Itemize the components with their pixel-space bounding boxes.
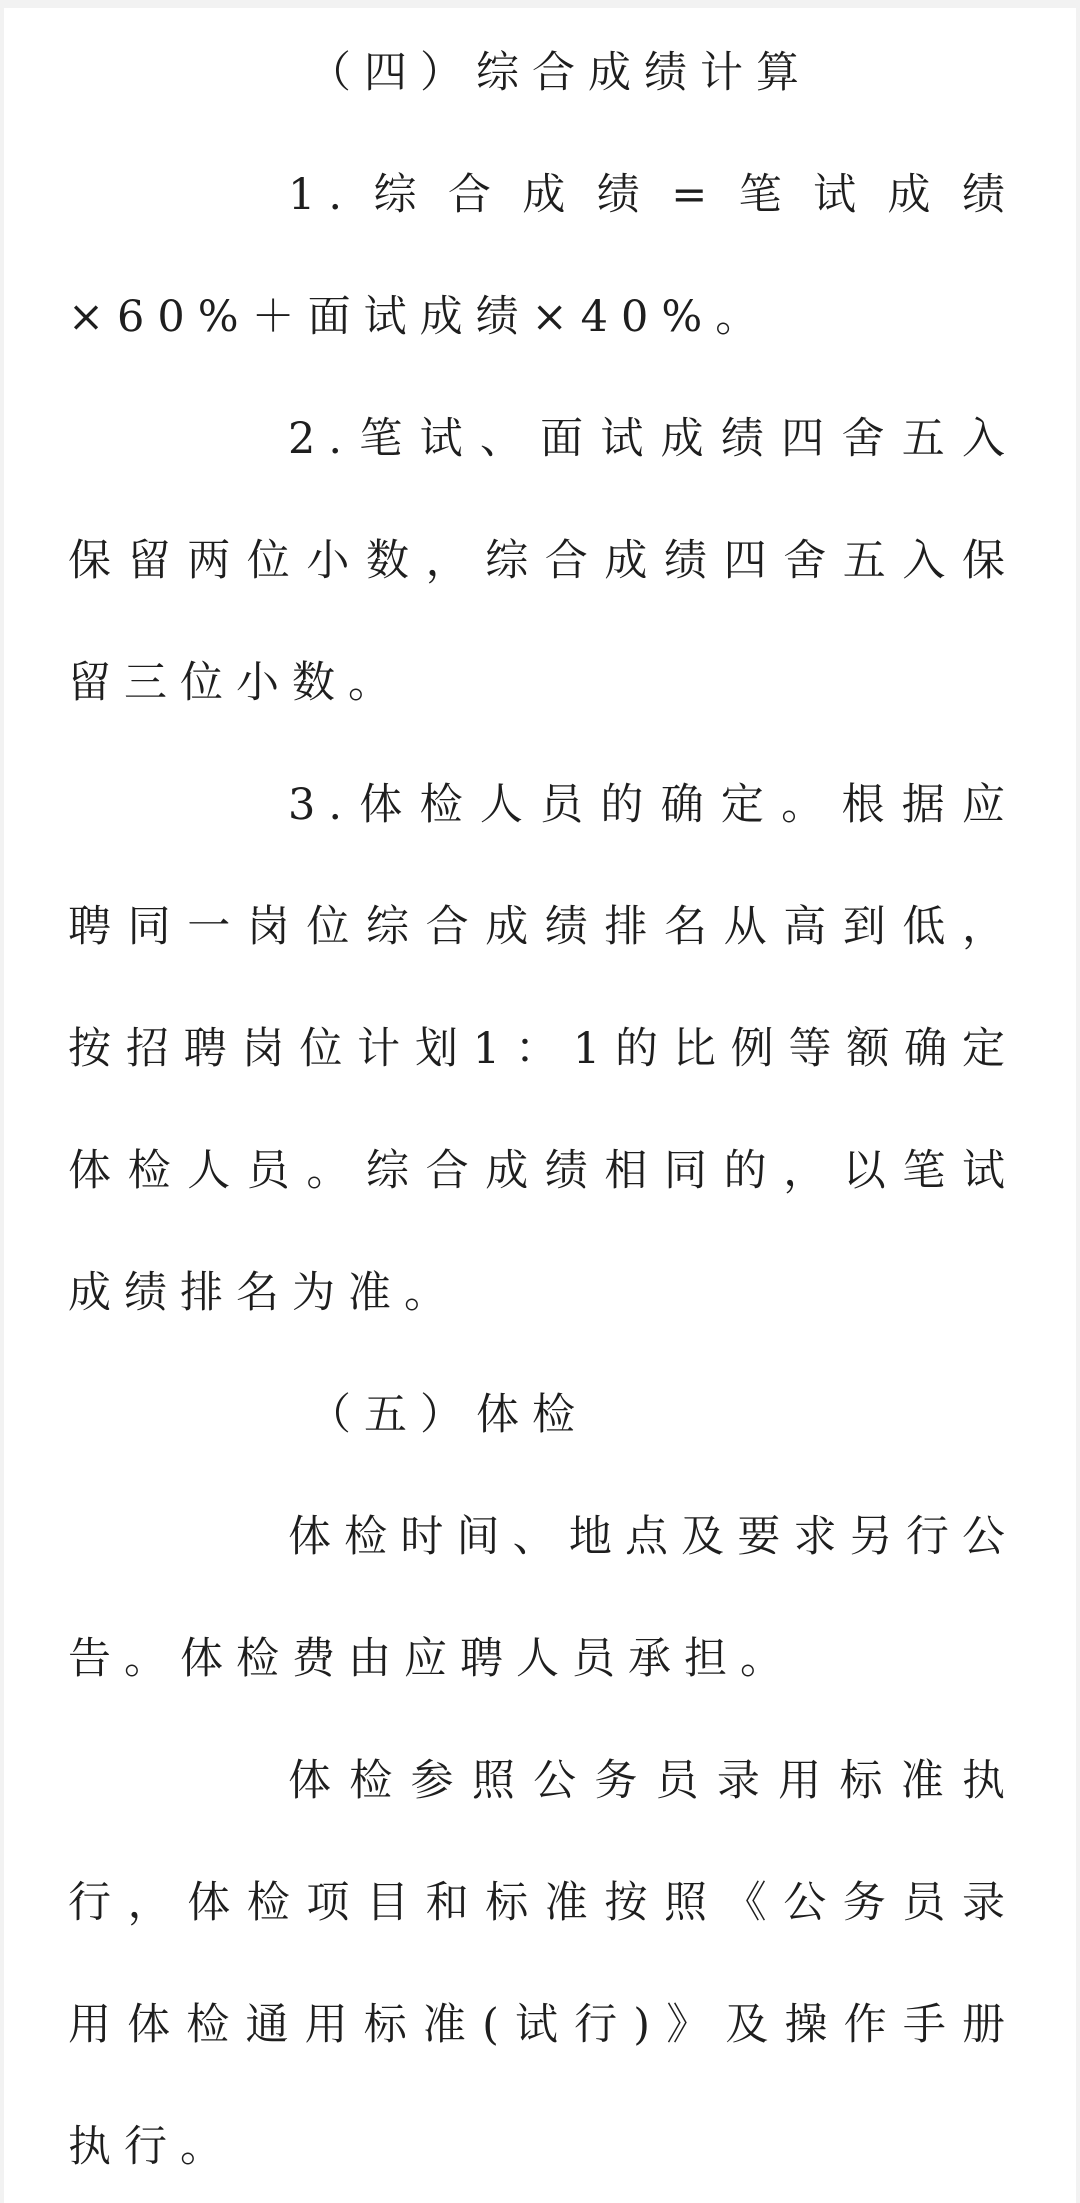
paragraph-rounding-rule: 2.笔试、面试成绩四舍五入保留两位小数，综合成绩四舍五入保留三位小数。 (68, 414, 1018, 708)
section-heading-physical-exam: （五）体检 (308, 1390, 588, 1440)
paragraph-exam-standards: 体检参照公务员录用标准执行，体检项目和标准按照《公务员录用体检通用标准(试行)》及操作手册执行。 (68, 1756, 1018, 2172)
document-page (4, 8, 1076, 2203)
paragraph-exam-candidate-selection: 3.体检人员的确定。根据应聘同一岗位综合成绩排名从高到低，按招聘岗位计划1：1的比例等额确定体检人员。综合成绩相同的，以笔试成绩排名为准。 (68, 780, 1018, 1318)
paragraph-exam-time-and-fee: 体检时间、地点及要求另行公告。体检费由应聘人员承担。 (68, 1512, 1018, 1684)
paragraph-score-formula: 1.综合成绩=笔试成绩×60%＋面试成绩×40%。 (68, 170, 1018, 342)
section-heading-comprehensive-score: （四）综合成绩计算 (308, 48, 812, 98)
